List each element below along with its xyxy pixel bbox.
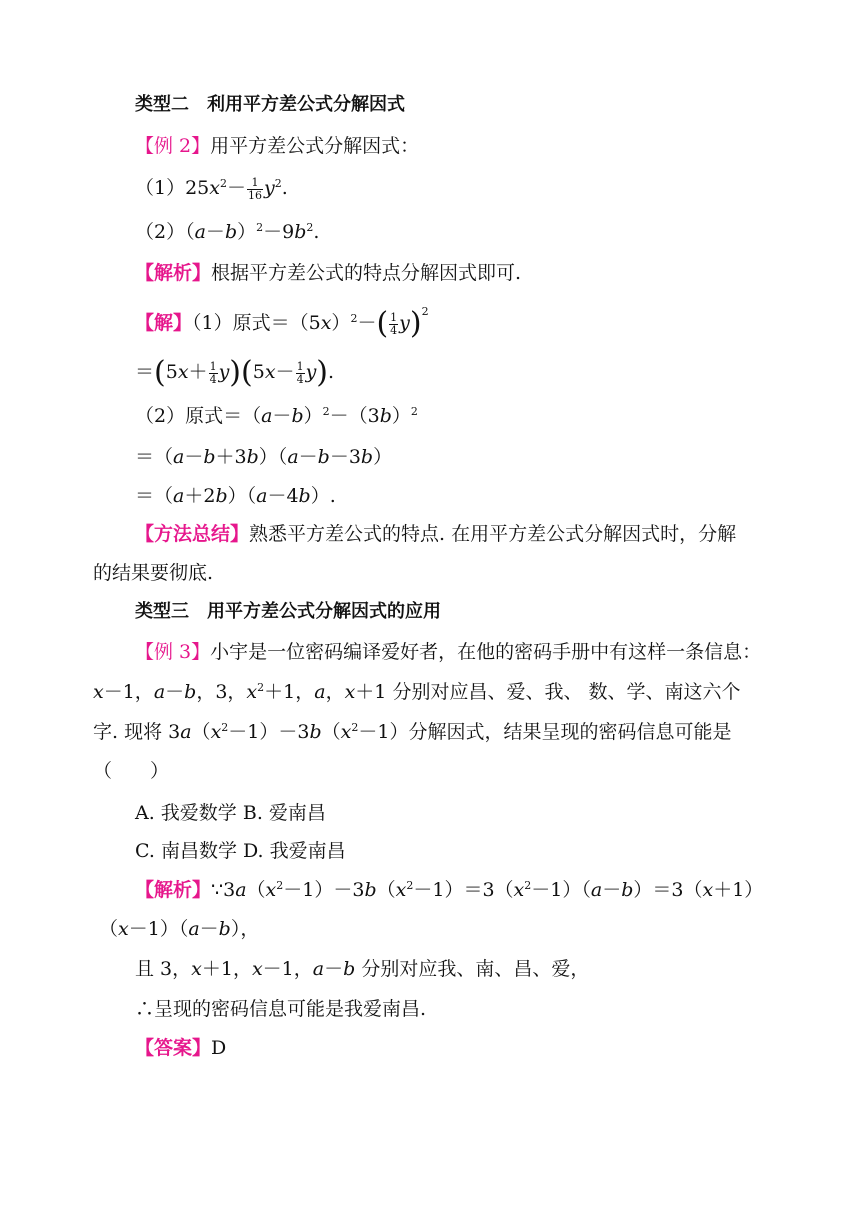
example-text: 用平方差公式分解因式：: [210, 135, 420, 157]
solution-line-1: 【解】（1）原式$=(5x)^2-$( $\frac{1}{4}$ y)$^2$: [135, 305, 429, 341]
example-3-line-2: x－1，a－b，3，$x^2+1$，a，x＋1 分别对应昌、爱、我、 数、学、南这六个: [93, 681, 741, 703]
analysis-tag: 【解析】: [135, 262, 212, 284]
method-summary-cont: 的结果要彻底.: [93, 562, 214, 584]
conclusion: ∴呈现的密码信息可能是我爱南昌.: [135, 998, 427, 1020]
method-summary: [135, 521, 736, 547]
summary-text: 熟悉平方差公式的特点. 在用平方差公式分解因式时，分解: [249, 523, 737, 545]
analysis-2: [135, 260, 521, 286]
fraction: $\frac{1}{16}$: [248, 175, 262, 202]
answer-tag: 【答案】: [135, 1037, 212, 1059]
solution-line-4: ＝（a－b＋3b）（a－b－3b）: [135, 446, 393, 468]
example-2: [135, 133, 419, 159]
analysis-3: 【解析】$\because 3a(x^2-1)-3b(x^2-1)=3(x^2-1)(a-b)=3(x+1)$: [135, 879, 764, 901]
section-title-3: 类型三 用平方差公式分解因式的应用: [135, 601, 441, 622]
q2-prefix: （2）（: [135, 221, 195, 243]
analysis-3-cont: （x－1）（a－b），: [99, 918, 260, 940]
solution-tag: 【解】: [135, 312, 193, 334]
option-a[interactable]: A. 我爱数学: [135, 802, 237, 824]
answer-value: D: [211, 1037, 227, 1059]
analysis-tag-3: 【解析】: [135, 879, 212, 901]
solution-line-5: ＝（a＋2b）（a－4b）.: [135, 485, 336, 507]
example-text-3: 小宇是一位密码编译爱好者，在他的密码手册中有这样一条信息：: [210, 641, 762, 663]
analysis-3-line-3: 且 3，x＋1，x－1，a－b 分别对应我、南、昌、爱，: [135, 958, 590, 980]
example-tag-3: 【例 3】: [135, 641, 211, 663]
example-tag: 【例 2】: [135, 135, 211, 157]
options-row-1: [135, 800, 326, 826]
q1-minus: －: [226, 177, 246, 199]
option-d[interactable]: D. 我爱南昌: [243, 840, 346, 862]
option-c[interactable]: C. 南昌数学: [135, 840, 237, 862]
answer-blank: （ ）: [93, 760, 170, 782]
solution2-prefix: （2）原式＝（: [135, 405, 262, 427]
analysis-text: 根据平方差公式的特点分解因式即可.: [211, 262, 522, 284]
options-row-2: [135, 838, 346, 864]
summary-tag: 【方法总结】: [135, 523, 250, 545]
example-3: [135, 639, 761, 665]
question-1: $(1)25x^2-$ $\frac{1}{16}$ $y^2$.: [135, 175, 288, 202]
option-b[interactable]: B. 爱南昌: [242, 802, 326, 824]
solution-line-3: （2）原式$=(a-b)^2-(3b)^2$: [135, 405, 418, 427]
solution-prefix: （1）原式＝（5: [192, 312, 321, 334]
solution-line-2: ＝(5x＋ $\frac{1}{4}$ y)(5x－ $\frac{1}{4}$ y).: [135, 355, 335, 390]
answer-3: [135, 1035, 226, 1061]
question-2: $(2)(a-b)^2-9b^2$.: [135, 221, 320, 243]
section-title-2: 类型二 利用平方差公式分解因式: [135, 94, 405, 115]
example-3-line-3: 字. 现将 $3a(x^2-1)-3b(x^2-1)$分解因式，结果呈现的密码信息可能是: [93, 721, 732, 743]
q1-prefix: （1）25: [135, 177, 210, 199]
